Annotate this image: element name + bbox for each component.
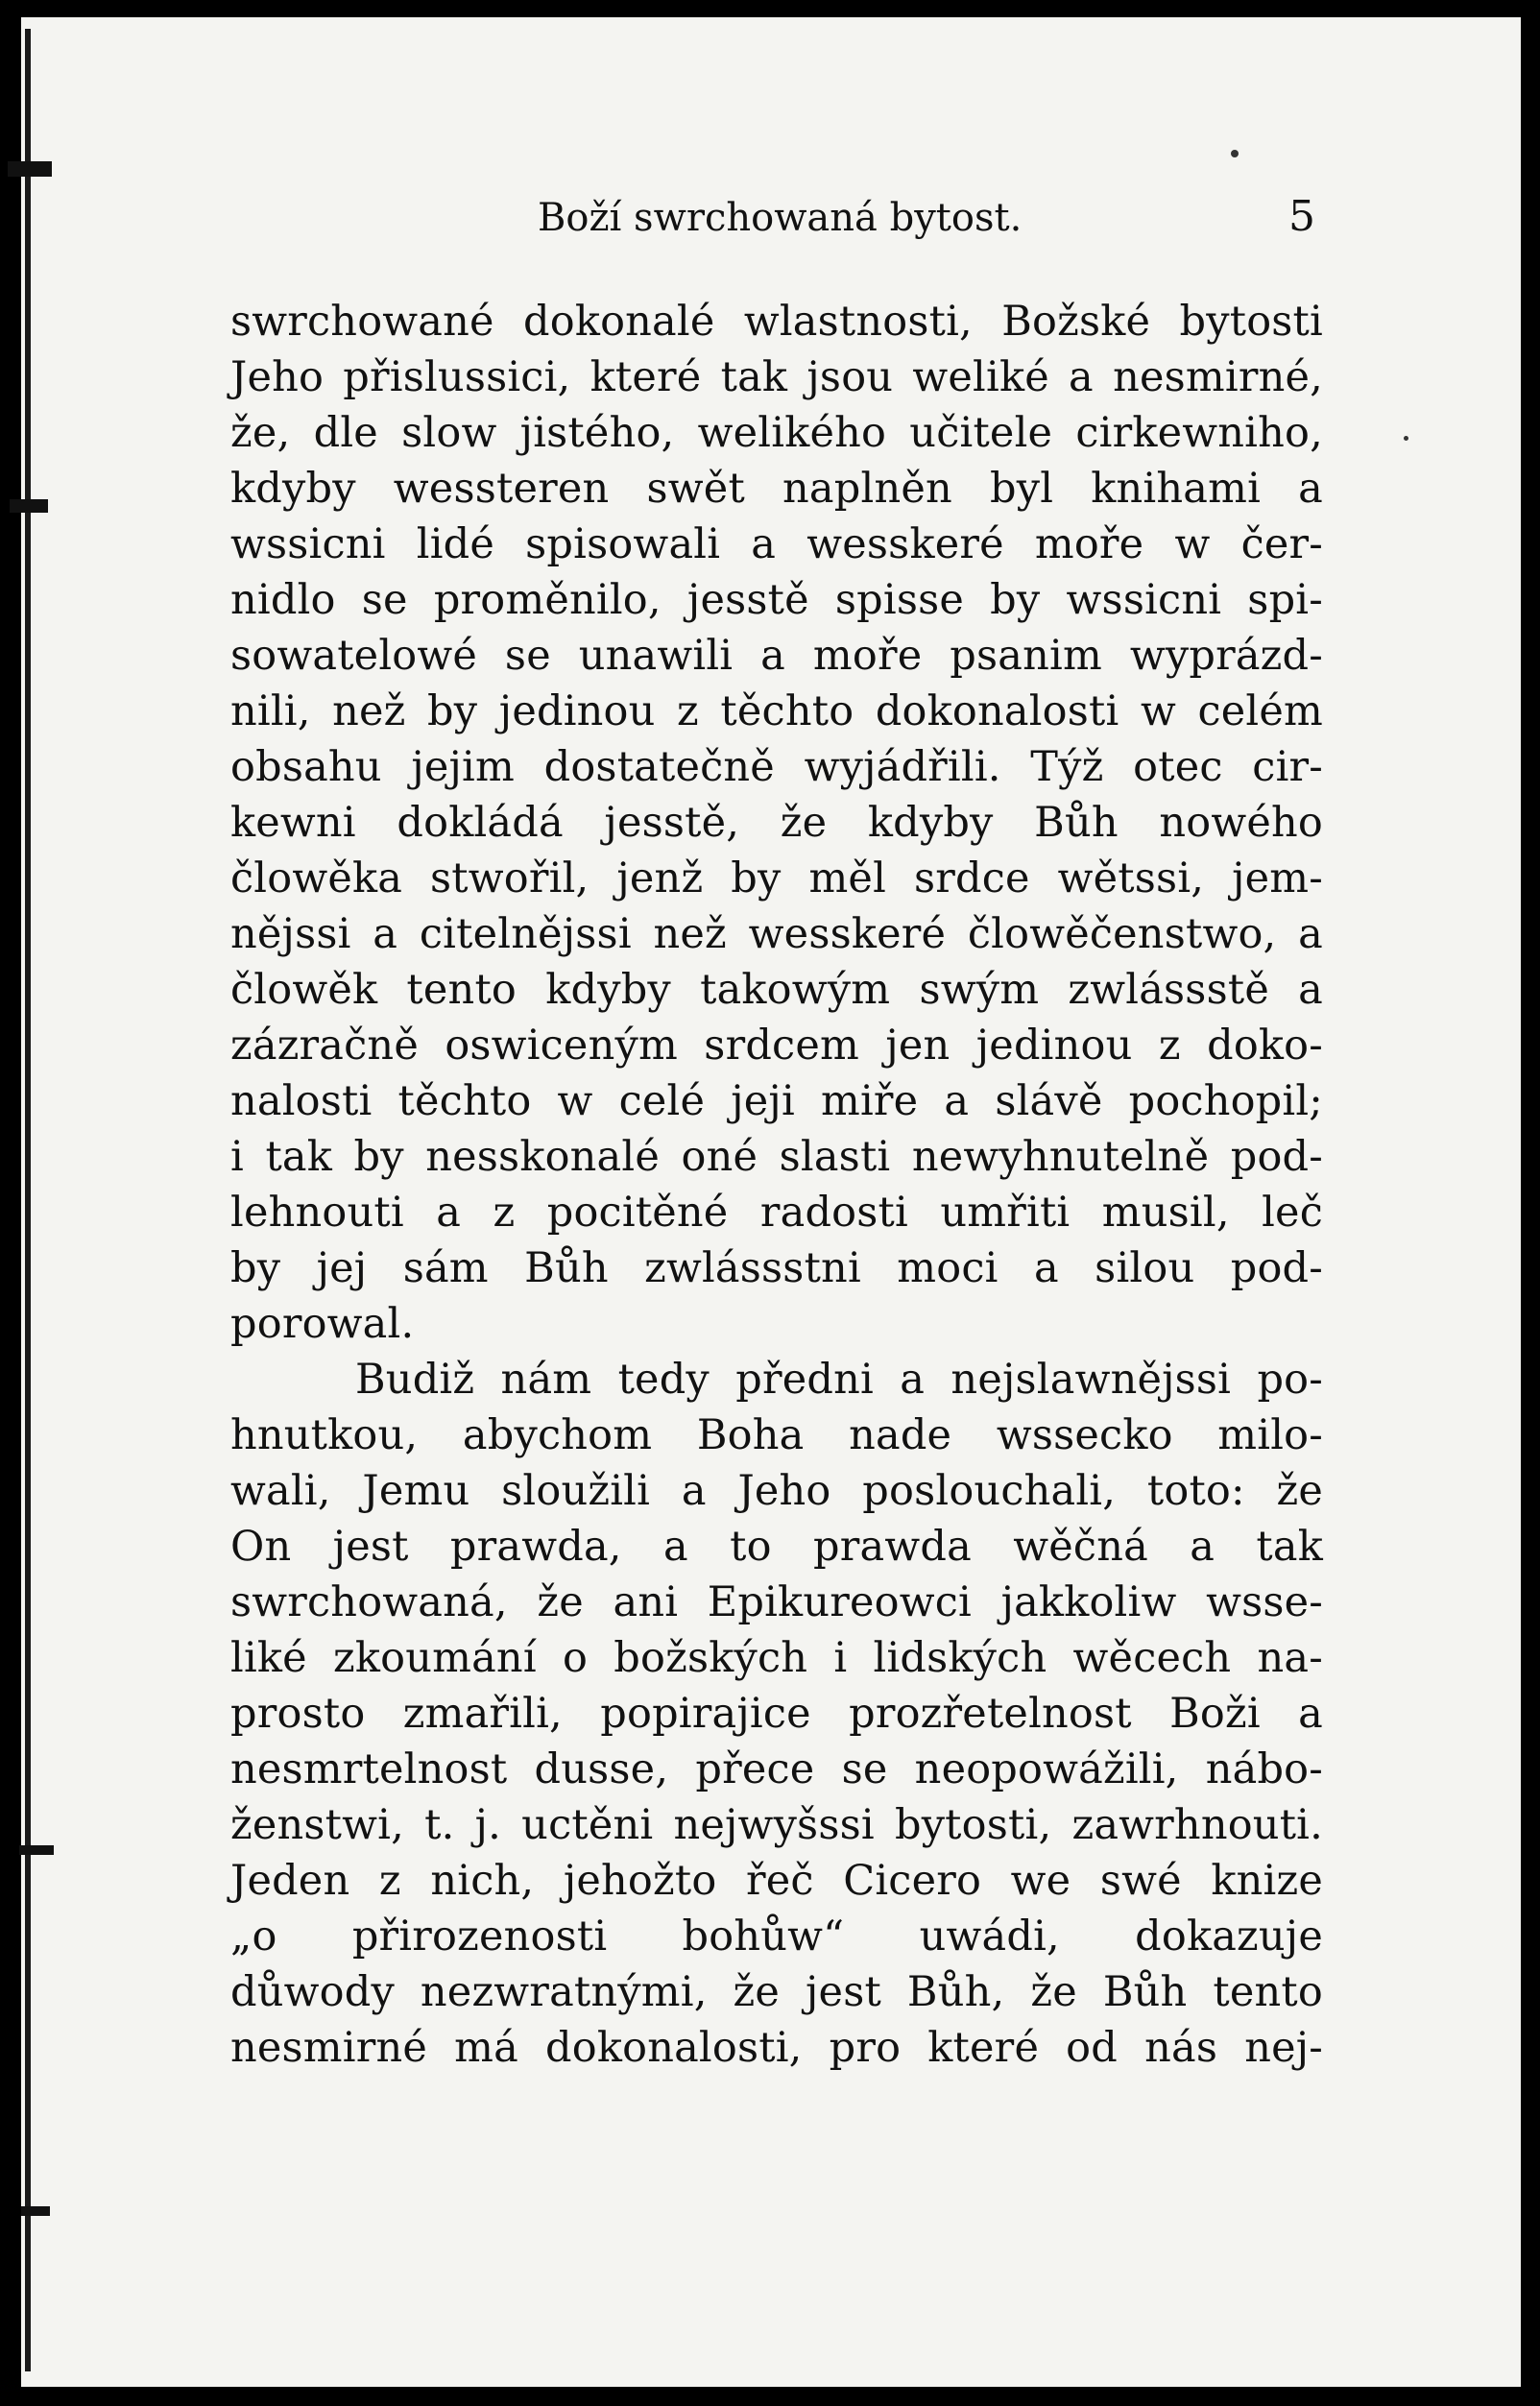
binding-notch [10, 499, 48, 513]
text-line: prosto zmařili, popirajice prozřetelnost Boži a [230, 1690, 1323, 1738]
text-line: nesmrtelnost dusse, přece se neopowážili, nábo- [230, 1745, 1323, 1793]
paper-speck [1231, 150, 1239, 157]
binding-edge [25, 29, 31, 2371]
text-line: že, dle slow jistého, welikého učitele cirkewniho, [230, 409, 1323, 457]
text-line: nili, než by jedinou z těchto dokonalosti w celém [230, 687, 1323, 735]
text-line: wali, Jemu sloužili a Jeho poslouchali, toto: že [230, 1467, 1323, 1515]
running-head [0, 188, 1540, 242]
body-text [230, 294, 1323, 2076]
running-title: Boží swrchowaná bytost. [538, 196, 1023, 240]
text-line: sowatelowé se unawili a moře psanim wyprázd- [230, 632, 1323, 680]
text-line: nidlo se proměnilo, jesstě spisse by wssicni spi- [230, 576, 1323, 624]
text-line: lehnouti a z pocitěné radosti umřiti musil, leč [230, 1189, 1323, 1237]
text-line: nesmirné má dokonalosti, pro které od nás nej- [230, 2024, 1323, 2072]
text-line: nějssi a citelnějssi než wesskeré člowěčenstwo, a [230, 910, 1323, 958]
text-line: Jeho přislussici, které tak jsou weliké a nesmirné, [230, 353, 1323, 401]
text-line: i tak by nesskonalé oné slasti newyhnutelně pod- [230, 1133, 1323, 1181]
text-line: obsahu jejim dostatečně wyjádřili. Týž otec cir- [230, 743, 1323, 791]
binding-notch [21, 2206, 50, 2216]
paper-speck [1404, 436, 1408, 441]
text-line: zázračně oswiceným srdcem jen jedinou z doko- [230, 1022, 1323, 1070]
text-line: On jest prawda, a to prawda wěčná a tak [230, 1523, 1323, 1571]
text-line: kdyby wessteren swět naplněn byl knihami a [230, 465, 1323, 513]
text-line: nalosti těchto w celé jeji miře a slávě pochopil; [230, 1077, 1323, 1125]
paragraph-start-line: Budiž nám tedy předni a nejslawnějssi po- [355, 1356, 1323, 1404]
text-line: „o přirozenosti bohůw“ uwádi, dokazuje [230, 1913, 1323, 1961]
text-line: swrchowaná, že ani Epikureowci jakkoliw wsse- [230, 1578, 1323, 1626]
text-line: člowěk tento kdyby takowým swým zwlássstě a [230, 966, 1323, 1014]
text-line: liké zkoumání o božských i lidských wěcech na- [230, 1634, 1323, 1682]
text-line: hnutkou, abychom Boha nade wssecko milo- [230, 1411, 1323, 1459]
text-line: Jeden z nich, jehožto řeč Cicero we swé knize [230, 1857, 1323, 1905]
text-line: by jej sám Bůh zwlássstni moci a silou pod- [230, 1244, 1323, 1292]
text-line: člowěka stwořil, jenž by měl srdce wětssi, jem- [230, 854, 1323, 902]
text-line: porowal. [230, 1300, 415, 1348]
text-line: důwody nezwratnými, že jest Bůh, že Bůh tento [230, 1968, 1323, 2016]
binding-notch [8, 161, 52, 177]
text-line: swrchowané dokonalé wlastnosti, Božské bytosti [230, 298, 1323, 346]
page-number: 5 [1288, 192, 1315, 241]
text-line: wssicni lidé spisowali a wesskeré moře w čer- [230, 520, 1323, 568]
binding-notch [19, 1845, 54, 1855]
text-line: kewni dokládá jesstě, že kdyby Bůh nowého [230, 799, 1323, 847]
text-line: ženstwi, t. j. uctěni nejwyšssi bytosti, zawrhnouti. [230, 1801, 1323, 1849]
